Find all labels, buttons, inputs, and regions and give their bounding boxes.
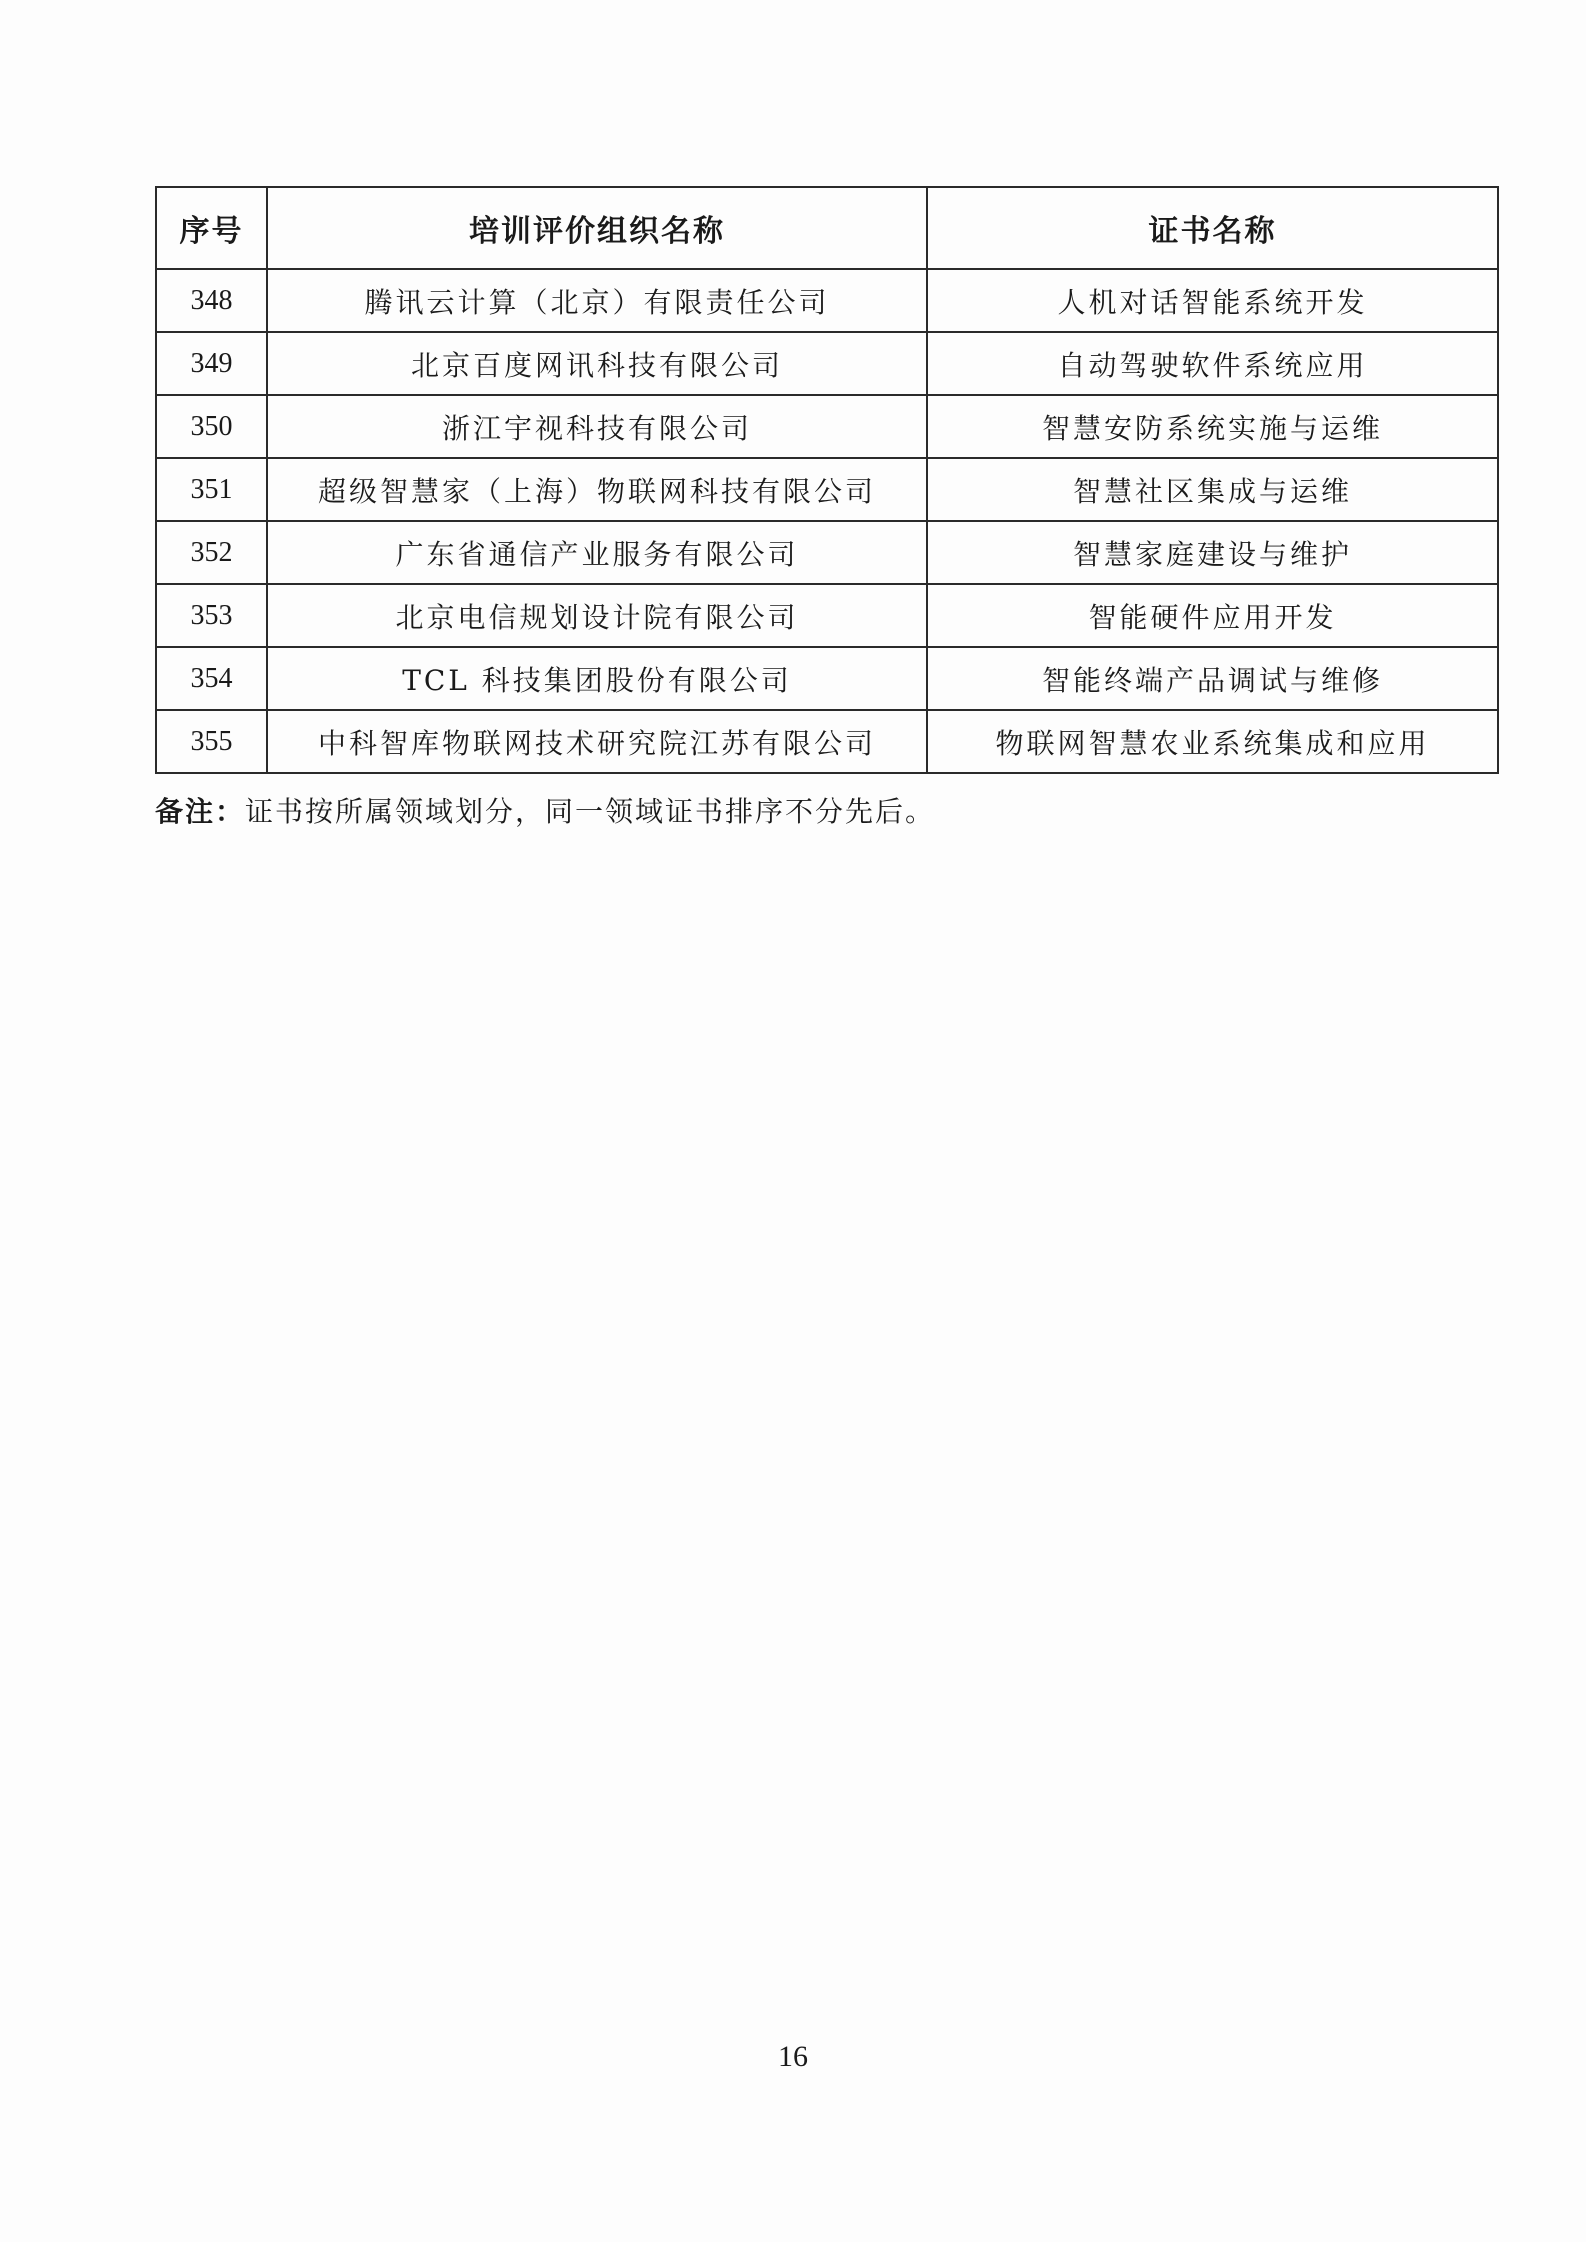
- table-footnote: [155, 790, 935, 830]
- table-row: [156, 458, 1498, 521]
- certificate-cell: 智慧社区集成与运维: [927, 458, 1498, 521]
- organization-cell: 北京百度网讯科技有限公司: [267, 332, 927, 395]
- serial-number-cell: 353: [156, 584, 267, 647]
- serial-number-cell: 355: [156, 710, 267, 773]
- table-row: [156, 521, 1498, 584]
- organization-cell: 腾讯云计算（北京）有限责任公司: [267, 269, 927, 332]
- header-certificate-name: 证书名称: [927, 187, 1498, 269]
- table-row: [156, 332, 1498, 395]
- footnote-label: 备注：: [155, 795, 246, 828]
- certificate-cell: 自动驾驶软件系统应用: [927, 332, 1498, 395]
- serial-number-cell: 351: [156, 458, 267, 521]
- serial-number-cell: 350: [156, 395, 267, 458]
- organization-cell: 中科智库物联网技术研究院江苏有限公司: [267, 710, 927, 773]
- organization-cell: TCL 科技集团股份有限公司: [267, 647, 927, 710]
- certificate-cell: 人机对话智能系统开发: [927, 269, 1498, 332]
- organization-cell: 广东省通信产业服务有限公司: [267, 521, 927, 584]
- certificate-cell: 智慧安防系统实施与运维: [927, 395, 1498, 458]
- organization-cell: 北京电信规划设计院有限公司: [267, 584, 927, 647]
- serial-number-cell: 354: [156, 647, 267, 710]
- header-organization-name: 培训评价组织名称: [267, 187, 927, 269]
- table-row: [156, 647, 1498, 710]
- certificate-cell: 智能终端产品调试与维修: [927, 647, 1498, 710]
- table-header-row: [156, 187, 1498, 269]
- organization-cell: 浙江宇视科技有限公司: [267, 395, 927, 458]
- certificate-table: [155, 186, 1499, 774]
- footnote-text: 证书按所属领域划分，同一领域证书排序不分先后。: [245, 795, 936, 828]
- table-row: [156, 584, 1498, 647]
- table-row: [156, 395, 1498, 458]
- organization-cell: 超级智慧家（上海）物联网科技有限公司: [267, 458, 927, 521]
- serial-number-cell: 352: [156, 521, 267, 584]
- certificate-cell: 物联网智慧农业系统集成和应用: [927, 710, 1498, 773]
- header-serial-number: 序号: [156, 187, 267, 269]
- serial-number-cell: 348: [156, 269, 267, 332]
- certificate-cell: 智慧家庭建设与维护: [927, 521, 1498, 584]
- serial-number-cell: 349: [156, 332, 267, 395]
- table-row: [156, 269, 1498, 332]
- table-row: [156, 710, 1498, 773]
- page-number: 16: [778, 2040, 808, 2073]
- certificate-cell: 智能硬件应用开发: [927, 584, 1498, 647]
